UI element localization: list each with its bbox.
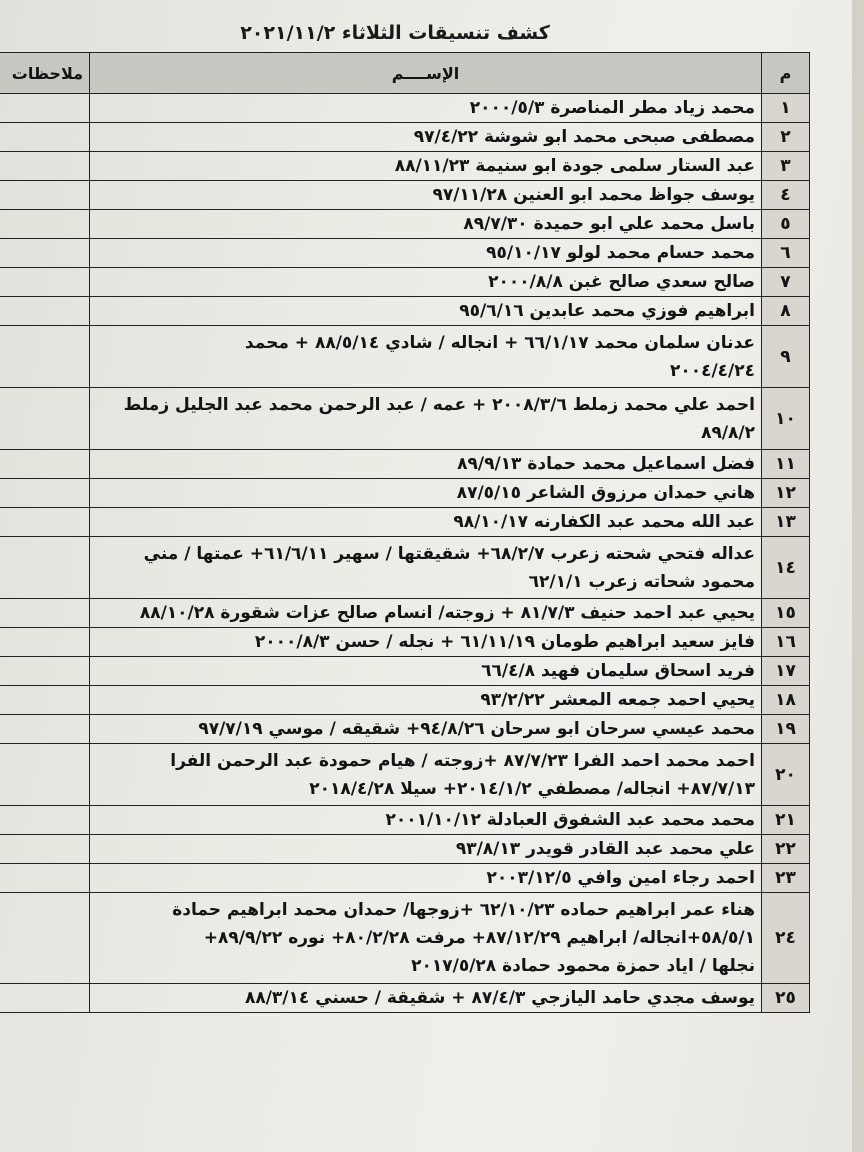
row-number: ٨ [762, 297, 810, 326]
table-row [0, 326, 810, 388]
name-line: ٢٠٠٤/٤/٢٤ [669, 360, 755, 381]
names-table [0, 52, 810, 1013]
row-notes-cell [0, 268, 90, 297]
row-notes-cell [0, 326, 90, 388]
row-notes-cell [0, 152, 90, 181]
row-notes-cell [0, 508, 90, 537]
row-number: ٢٠ [762, 744, 810, 806]
row-name-cell [90, 268, 762, 297]
table-row [0, 152, 810, 181]
row-name-cell [90, 152, 762, 181]
row-number: ٢١ [762, 806, 810, 835]
row-notes-cell [0, 239, 90, 268]
table-row [0, 181, 810, 210]
row-number: ١٦ [762, 628, 810, 657]
row-notes-cell [0, 181, 90, 210]
name-line: محمود شحاته زعرب ٦٢/١/١ [528, 571, 755, 592]
row-notes-cell [0, 984, 90, 1013]
header-name: الإســــم [90, 53, 762, 94]
row-name-cell [90, 239, 762, 268]
row-notes-cell [0, 628, 90, 657]
table-row [0, 599, 810, 628]
row-number: ٩ [762, 326, 810, 388]
row-number: ١٨ [762, 686, 810, 715]
name-line: فضل اسماعيل محمد حمادة ٨٩/٩/١٣ [457, 454, 755, 474]
table-row [0, 835, 810, 864]
table-row [0, 450, 810, 479]
name-line: مصطفى صبحى محمد ابو شوشة ٩٧/٤/٢٢ [413, 127, 755, 147]
table-body [0, 94, 810, 1013]
row-number: ١٧ [762, 657, 810, 686]
row-number: ٢٥ [762, 984, 810, 1013]
name-line: ٨٩/٨/٢ [701, 422, 755, 443]
row-notes-cell [0, 715, 90, 744]
table-row [0, 893, 810, 984]
row-number: ١٤ [762, 537, 810, 599]
table-row [0, 123, 810, 152]
page-title: كشف تنسيقات الثلاثاء ٢٠٢١/١١/٢ [240, 22, 550, 44]
row-name-cell [90, 326, 762, 388]
row-notes-cell [0, 123, 90, 152]
header-notes: ملاحظات [0, 53, 90, 94]
row-notes-cell [0, 599, 90, 628]
table-row [0, 508, 810, 537]
row-notes-cell [0, 537, 90, 599]
name-line: احمد رجاء امين وافي ٢٠٠٣/١٢/٥ [486, 868, 755, 888]
table-row [0, 239, 810, 268]
row-name-cell [90, 123, 762, 152]
row-name-cell [90, 508, 762, 537]
row-notes-cell [0, 806, 90, 835]
name-line: يحيي عبد احمد حنيف ٨١/٧/٣ + زوجته/ انسام صالح عزات شقورة ٨٨/١٠/٢٨ [139, 603, 755, 623]
row-notes-cell [0, 388, 90, 450]
name-line: محمد حسام محمد لولو ٩٥/١٠/١٧ [486, 243, 755, 263]
row-name-cell [90, 657, 762, 686]
row-number: ٣ [762, 152, 810, 181]
row-number: ١٠ [762, 388, 810, 450]
table-row [0, 388, 810, 450]
name-line: عبد الستار سلمى جودة ابو سنيمة ٨٨/١١/٢٣ [394, 156, 755, 176]
row-number: ١١ [762, 450, 810, 479]
name-line: فايز سعيد ابراهيم طومان ٦١/١١/١٩ + نجله / حسن ٢٠٠٠/٨/٣ [254, 632, 755, 652]
row-name-cell [90, 715, 762, 744]
name-line: يحيي احمد جمعه المعشر ٩٣/٢/٢٢ [480, 690, 755, 710]
name-line: نجلها / اياد حمزة محمود حمادة ٢٠١٧/٥/٢٨ [411, 956, 755, 976]
row-number: ١٩ [762, 715, 810, 744]
name-line: احمد محمد احمد الفرا ٨٧/٧/٢٣ +زوجته / هيام حمودة عبد الرحمن الفرا [170, 750, 755, 771]
row-notes-cell [0, 450, 90, 479]
table-row [0, 806, 810, 835]
table-row [0, 984, 810, 1013]
row-name-cell [90, 599, 762, 628]
table-row [0, 744, 810, 806]
table-row [0, 479, 810, 508]
table-row [0, 537, 810, 599]
name-line: باسل محمد علي ابو حميدة ٨٩/٧/٣٠ [463, 214, 755, 234]
table-row [0, 210, 810, 239]
row-notes-cell [0, 835, 90, 864]
row-notes-cell [0, 94, 90, 123]
row-notes-cell [0, 210, 90, 239]
row-name-cell [90, 893, 762, 984]
name-line: هاني حمدان مرزوق الشاعر ٨٧/٥/١٥ [456, 483, 755, 503]
row-name-cell [90, 297, 762, 326]
row-number: ١٣ [762, 508, 810, 537]
row-number: ٢٤ [762, 893, 810, 984]
table-row [0, 864, 810, 893]
header-row [0, 53, 810, 94]
name-line: عبد الله محمد عبد الكفارنه ٩٨/١٠/١٧ [453, 512, 755, 532]
table-row [0, 657, 810, 686]
name-line: ٨٧/٧/١٣+ انجاله/ مصطفي ٢٠١٤/١/٢+ سيلا ٢٠١٨/٤/٢٨ [309, 778, 755, 799]
row-number: ١٢ [762, 479, 810, 508]
row-number: ١ [762, 94, 810, 123]
name-line: يوسف جواظ محمد ابو العنين ٩٧/١١/٢٨ [432, 185, 755, 205]
row-name-cell [90, 984, 762, 1013]
row-number: ٧ [762, 268, 810, 297]
row-name-cell [90, 181, 762, 210]
table-row [0, 94, 810, 123]
name-line: فريد اسحاق سليمان فهيد ٦٦/٤/٨ [481, 661, 755, 681]
row-name-cell [90, 864, 762, 893]
name-line: محمد زياد مطر المناصرة ٢٠٠٠/٥/٣ [469, 98, 755, 118]
row-name-cell [90, 94, 762, 123]
row-notes-cell [0, 893, 90, 984]
row-name-cell [90, 388, 762, 450]
row-notes-cell [0, 657, 90, 686]
row-name-cell [90, 806, 762, 835]
row-number: ٤ [762, 181, 810, 210]
table-row [0, 686, 810, 715]
row-notes-cell [0, 297, 90, 326]
name-line: ابراهيم فوزي محمد عابدين ٩٥/٦/١٦ [459, 301, 755, 321]
row-number: ٥ [762, 210, 810, 239]
name-line: يوسف مجدي حامد اليازجي ٨٧/٤/٣ + شقيقة / حسني ٨٨/٣/١٤ [244, 988, 755, 1008]
row-name-cell [90, 479, 762, 508]
table-row [0, 297, 810, 326]
name-line: عداله فتحي شحته زعرب ٦٨/٢/٧+ شقيقتها / سهير ٦١/٦/١١+ عمتها / مني [143, 543, 755, 564]
row-name-cell [90, 835, 762, 864]
header-num: م [762, 53, 810, 94]
name-line: محمد عيسي سرحان ابو سرحان ٩٤/٨/٢٦+ شقيقه / موسي ٩٧/٧/١٩ [198, 719, 755, 739]
row-name-cell [90, 744, 762, 806]
row-notes-cell [0, 479, 90, 508]
name-line: محمد محمد عبد الشفوق العبادلة ٢٠٠١/١٠/١٢ [385, 810, 755, 830]
row-number: ٦ [762, 239, 810, 268]
table-row [0, 268, 810, 297]
name-line: احمد علي محمد زملط ٢٠٠٨/٣/٦ + عمه / عبد الرحمن محمد عبد الجليل زملط [123, 394, 755, 415]
row-number: ٢٢ [762, 835, 810, 864]
name-line: عدنان سلمان محمد ٦٦/١/١٧ + انجاله / شادي ٨٨/٥/١٤ + محمد [244, 332, 755, 353]
row-name-cell [90, 628, 762, 657]
row-name-cell [90, 686, 762, 715]
name-line: هناء عمر ابراهيم حماده ٦٢/١٠/٢٣ +زوجها/ حمدان محمد ابراهيم حمادة [172, 900, 755, 920]
row-name-cell [90, 210, 762, 239]
row-number: ٢٣ [762, 864, 810, 893]
row-notes-cell [0, 864, 90, 893]
row-number: ٢ [762, 123, 810, 152]
row-notes-cell [0, 686, 90, 715]
name-line: علي محمد عبد القادر قويدر ٩٣/٨/١٣ [455, 839, 755, 859]
row-name-cell [90, 537, 762, 599]
row-number: ١٥ [762, 599, 810, 628]
name-line: صالح سعدي صالح غبن ٢٠٠٠/٨/٨ [488, 272, 755, 292]
table-row [0, 715, 810, 744]
table-row [0, 628, 810, 657]
name-line: ٥٨/٥/١+انجاله/ ابراهيم ٨٧/١٢/٢٩+ مرفت ٨٠/٢/٢٨+ نوره ٨٩/٩/٢٢+ [203, 928, 755, 948]
row-name-cell [90, 450, 762, 479]
row-notes-cell [0, 744, 90, 806]
